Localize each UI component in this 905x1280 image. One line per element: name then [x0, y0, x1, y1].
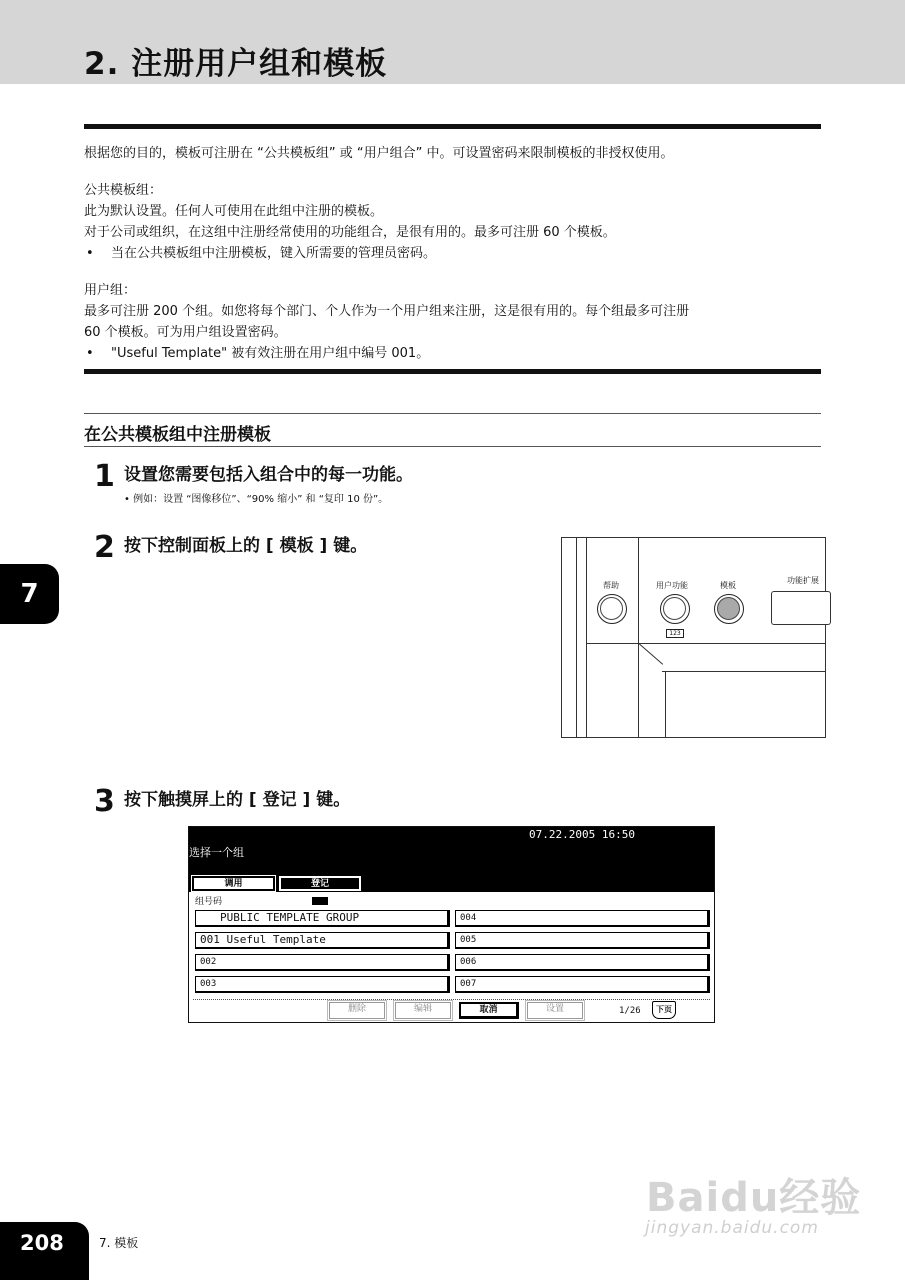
template-label: 模板: [720, 581, 736, 590]
help-button[interactable]: [597, 594, 627, 624]
user-group-line: 最多可注册 200 个组。如您将每个部门、个人作为一个用户组来注册，这是很有用的。每个组最多可注册: [84, 304, 690, 319]
page-number: 208: [20, 1231, 64, 1255]
group-code-label: 组号码: [195, 897, 223, 907]
step-number: 2: [94, 530, 115, 565]
intro-block: [84, 143, 821, 364]
control-panel-illustration: [561, 537, 826, 738]
touch-screen: [188, 826, 715, 1023]
page-title: 2. 注册用户组和模板: [84, 46, 388, 82]
template-button[interactable]: [714, 594, 744, 624]
top-rule: [84, 124, 821, 129]
user-group-heading: 用户组：: [84, 283, 137, 298]
page-indicator: 1/26: [619, 1006, 641, 1016]
step-text: 设置您需要包括入组合中的每一功能。: [124, 465, 413, 485]
intro-paragraph: 根据您的目的，模板可注册在 “公共模板组” 或 “用户组合” 中。可设置密码来限制模板的非授权使用。: [84, 146, 674, 161]
public-group-line: 此为默认设置。任何人可使用在此组中注册的模板。: [84, 204, 384, 219]
chapter-tab: 7: [0, 564, 59, 624]
edit-button[interactable]: 编辑: [395, 1002, 451, 1019]
group-button[interactable]: 006: [455, 954, 710, 971]
watermark-logo: Baidu经验: [646, 1175, 862, 1221]
delete-button[interactable]: 删除: [329, 1002, 385, 1019]
extended-functions-label: 功能扩展: [787, 576, 819, 585]
group-button[interactable]: 003: [195, 976, 450, 993]
step-note: • 例如：设置 “图像移位”、“90% 缩小” 和 “复印 10 份”。: [124, 494, 389, 505]
help-label: 帮助: [603, 581, 619, 590]
panel-display: [771, 591, 831, 625]
cancel-button[interactable]: 取消: [459, 1002, 519, 1019]
user-functions-button[interactable]: [660, 594, 690, 624]
section-heading: 在公共模板组中注册模板: [84, 425, 271, 445]
group-code-field: [312, 897, 328, 905]
public-group-line: 对于公司或组织，在这组中注册经常使用的功能组合，是很有用的。最多可注册 60 个模板。: [84, 225, 616, 240]
group-button[interactable]: 005: [455, 932, 710, 949]
screen-header: [189, 827, 714, 892]
screen-datetime: 07.22.2005 16:50: [529, 828, 635, 841]
tab-register[interactable]: 登记: [279, 876, 361, 891]
screen-divider: [193, 999, 710, 1000]
next-page-button[interactable]: 下页: [652, 1001, 676, 1019]
step-number: 3: [94, 784, 115, 819]
page-header: [0, 0, 905, 84]
group-button[interactable]: 001 Useful Template: [195, 932, 450, 949]
public-group-heading: 公共模板组：: [84, 183, 163, 198]
public-group-bullet: • 当在公共模板组中注册模板，键入所需要的管理员密码。: [84, 243, 821, 264]
group-button[interactable]: 004: [455, 910, 710, 927]
user-functions-label: 用户功能: [656, 581, 688, 590]
section-rule-top: [84, 413, 821, 414]
step-text: 按下触摸屏上的 [ 登记 ] 键。: [124, 790, 351, 810]
screen-prompt: 选择一个组: [189, 846, 244, 859]
user-group-line: 60 个模板。可为用户组设置密码。: [84, 325, 287, 340]
tab-recall[interactable]: 调用: [192, 876, 275, 891]
footer-chapter: 7. 模板: [99, 1236, 139, 1250]
section-rule-bottom: [84, 446, 821, 447]
step-text: 按下控制面板上的 [ 模板 ] 键。: [124, 536, 368, 556]
group-button[interactable]: PUBLIC TEMPLATE GROUP: [195, 910, 450, 927]
user-group-bullet: • "Useful Template" 被有效注册在用户组中编号 001。: [84, 343, 821, 364]
group-button[interactable]: 007: [455, 976, 710, 993]
set-button[interactable]: 设置: [527, 1002, 583, 1019]
watermark-url: jingyan.baidu.com: [645, 1218, 819, 1238]
group-button[interactable]: 002: [195, 954, 450, 971]
intro-bottom-rule: [84, 369, 821, 374]
step-number: 1: [94, 459, 115, 494]
numeric-badge: 123: [666, 629, 684, 638]
